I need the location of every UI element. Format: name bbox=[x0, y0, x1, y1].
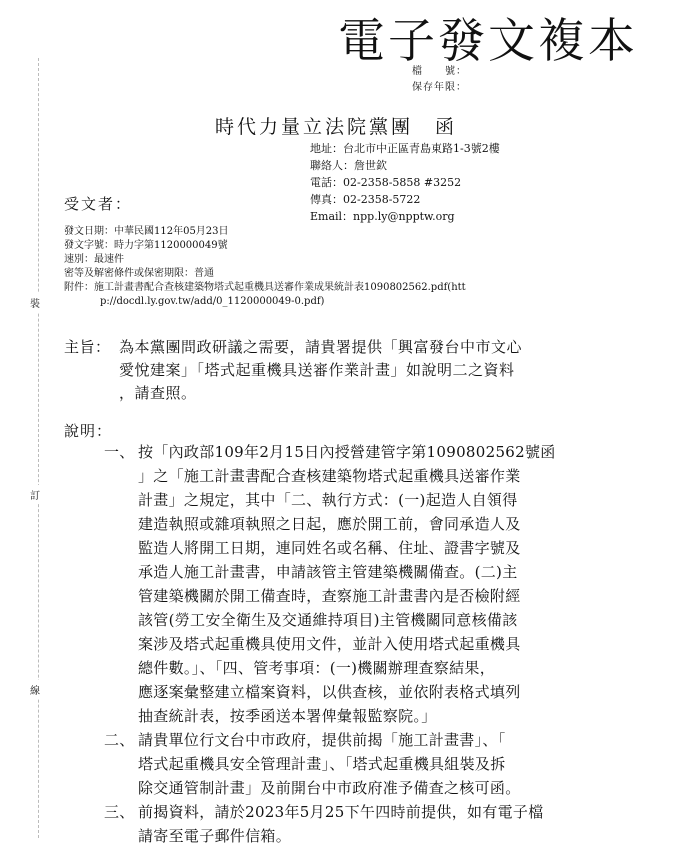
issue-date: 發文日期：中華民國112年05月23日 bbox=[64, 226, 229, 237]
item-line: 案涉及塔式起重機具使用文件，並計入使用塔式起重機具 bbox=[138, 635, 521, 653]
contact-email: Email：npp.ly@npptw.org bbox=[310, 210, 455, 223]
document-meta bbox=[64, 225, 466, 309]
item-line: 建造執照或雜項執照之日起，應於開工前，會同承造人及 bbox=[138, 515, 521, 533]
item-number: 三、 bbox=[104, 803, 135, 821]
item-line: 該管(勞工安全衛生及交通維持項目)主管機關同意核備該 bbox=[138, 611, 518, 629]
document-number: 發文字號：時力字第1120000049號 bbox=[64, 240, 228, 251]
retention-period: 保存年限： bbox=[412, 82, 467, 93]
subject-section bbox=[64, 336, 624, 405]
contact-address: 地址：台北市中正區青島東路1-3號2樓 bbox=[310, 142, 500, 155]
binding-mark-ding: 訂 bbox=[30, 485, 40, 504]
binding-margin-line bbox=[38, 58, 39, 838]
subject-line: 為本黨團問政研議之需要，請貴署提供「興富發台中市文心 bbox=[119, 338, 523, 356]
item-line: 總件數。」、「四、管考事項：(一)機關辦理查察結果， bbox=[138, 659, 496, 677]
item-line: 抽查統計表，按季函送本署俾彙報監察院。」 bbox=[138, 707, 437, 725]
item-line: 前揭資料，請於2023年5月25下午四時前提供，如有電子檔 bbox=[138, 803, 544, 821]
copy-stamp: 電子發文複本 bbox=[338, 14, 638, 69]
description-item-3 bbox=[104, 800, 544, 848]
item-line: 塔式起重機具安全管理計畫」、「塔式起重機具組裝及拆 bbox=[138, 755, 506, 773]
binding-mark-zhuang: 裝 bbox=[30, 293, 40, 312]
subject-line: 愛悅建案」「塔式起重機具送審作業計畫」如說明二之資料 bbox=[119, 361, 515, 379]
item-line: 請貴單位行文台中市政府，提供前揭「施工計畫書」、「 bbox=[138, 731, 506, 749]
contact-phone: 電話：02-2358-5858 #3252 bbox=[310, 176, 462, 189]
item-line: 按「內政部109年2月15日內授營建管字第1090802562號函 bbox=[138, 443, 556, 461]
item-line: 」之「施工計畫書配合查核建築物塔式起重機具送審作業 bbox=[138, 467, 521, 485]
item-line: 承造人施工計畫書，申請該管主管建築機關備查。(二)主 bbox=[138, 563, 518, 581]
subject-label: 主旨： bbox=[64, 338, 111, 356]
contact-block bbox=[310, 140, 500, 225]
attachment-line: 附件：施工計畫書配合查核建築物塔式起重機具送審作業成果統計表1090802562.pdf(htt bbox=[64, 282, 466, 293]
organization-title: 時代力量立法院黨團 函 bbox=[215, 116, 458, 138]
item-number: 一、 bbox=[104, 443, 135, 461]
item-line: 計畫」之規定，其中「二、執行方式：(一)起造人自領得 bbox=[138, 491, 518, 509]
item-line: 除交通管制計畫」及前開台中市政府准予備查之核可函。 bbox=[138, 779, 521, 797]
item-line: 管建築機關於開工備查時，查察施工計畫書內是否檢附經 bbox=[138, 587, 521, 605]
item-line: 監造人將開工日期，連同姓名或名稱、住址、證書字號及 bbox=[138, 539, 521, 557]
confidentiality-level: 密等及解密條件或保密期限：普通 bbox=[64, 268, 214, 279]
delivery-speed: 速別：最速件 bbox=[64, 254, 124, 265]
description-label: 說明： bbox=[64, 422, 113, 440]
item-line: 請寄至電子郵件信箱。 bbox=[138, 827, 292, 845]
item-number: 二、 bbox=[104, 731, 135, 749]
contact-fax: 傳真：02-2358-5722 bbox=[310, 193, 421, 206]
contact-person: 聯絡人：詹世欽 bbox=[310, 159, 387, 172]
description-item-2 bbox=[104, 728, 521, 800]
subject-body bbox=[119, 336, 624, 405]
attachment-link[interactable]: p://docdl.ly.gov.tw/add/0_1120000049-0.pdf) bbox=[100, 296, 325, 307]
subject-line: ，請查照。 bbox=[119, 384, 197, 402]
item-line: 應逐案彙整建立檔案資料，以供查核，並依附表格式填列 bbox=[138, 683, 521, 701]
binding-mark-xian: 線 bbox=[30, 680, 40, 699]
recipient-label: 受文者： bbox=[64, 195, 133, 213]
description-item-1 bbox=[104, 440, 556, 728]
file-number: 檔 號： bbox=[412, 66, 467, 77]
